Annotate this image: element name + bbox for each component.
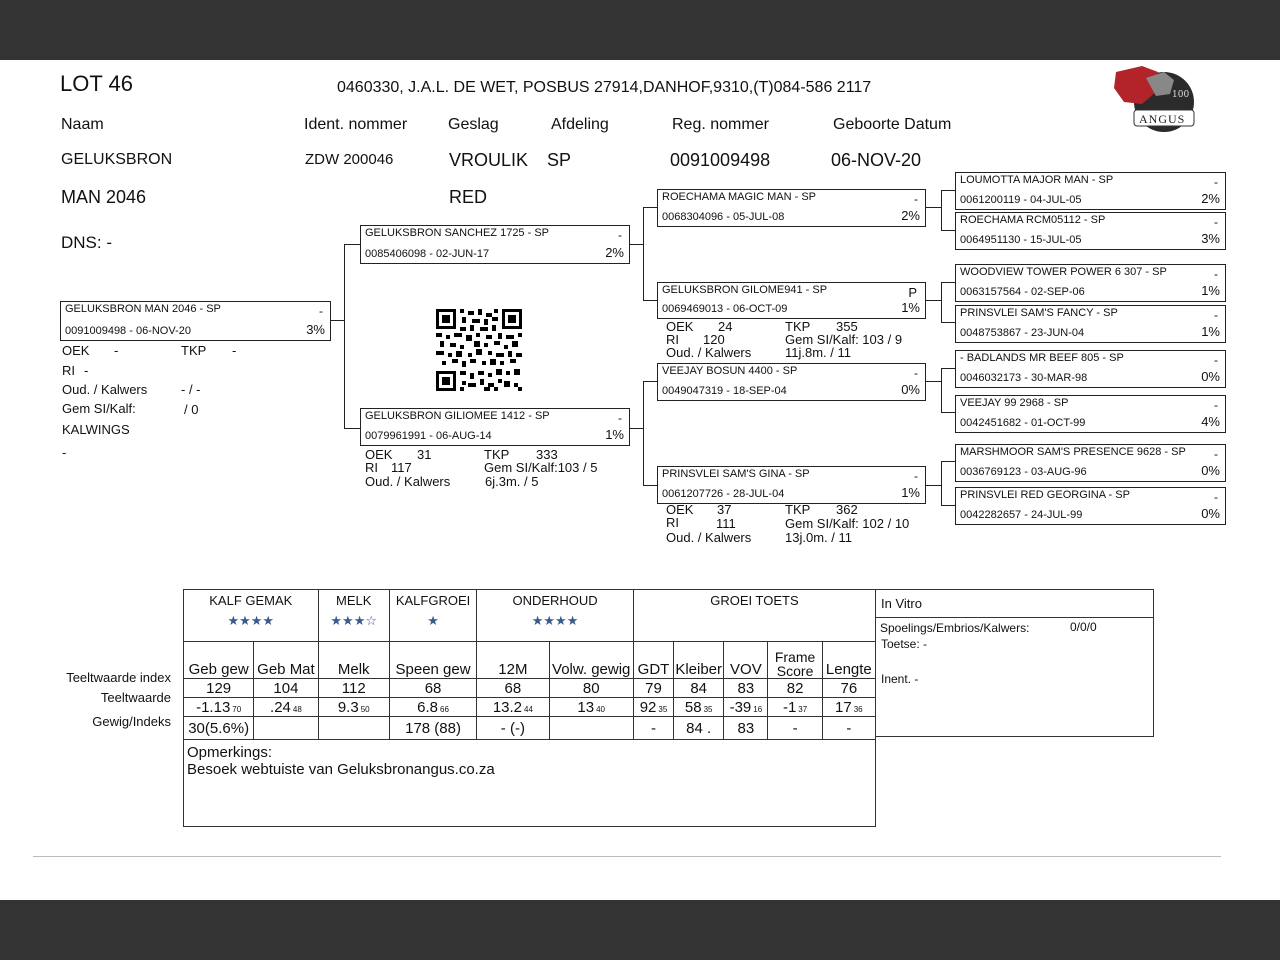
animal-colour: RED: [449, 187, 488, 207]
accuracy-value: 40: [596, 704, 606, 714]
row-label-index: Teeltwaarde index: [66, 670, 171, 685]
table-cell: [184, 698, 254, 717]
group-label: KALFGROEI: [395, 593, 471, 608]
gg-pct: 0%: [1201, 506, 1220, 521]
footer-divider: [33, 856, 1221, 857]
dam-dam-tkp: 362: [836, 502, 858, 517]
group-label: GROEI TOETS: [710, 593, 799, 608]
sire-dam-ri-label: RI: [666, 332, 679, 347]
star-rating-icon: ★★★★: [227, 613, 275, 628]
gg-pct: 1%: [1201, 283, 1220, 298]
sire-dam-ri: 120: [703, 332, 725, 347]
table-header-row: [184, 642, 876, 679]
table-cell: [674, 698, 724, 717]
pedigree-gg-box: [955, 264, 1226, 302]
accuracy-value: 50: [360, 704, 370, 714]
subject-flag: -: [319, 304, 323, 318]
column-header: VOV: [724, 642, 768, 679]
teeltwaarde-value: 6.8: [417, 698, 439, 716]
row-label-gewig: Gewig/Indeks: [92, 714, 171, 729]
dam-dam-name: PRINSVLEI SAM'S GINA - SP: [662, 468, 810, 480]
subject-kalwings: KALWINGS: [62, 422, 130, 437]
subject-tkp-label: TKP: [181, 343, 207, 358]
dam-flag: -: [618, 411, 622, 425]
group-melk: [318, 590, 389, 642]
dam-sire-reg: 0049047319 - 18-SEP-04: [662, 385, 787, 397]
teeltwaarde-value: -1.13: [196, 698, 231, 716]
teeltwaarde-value: .24: [270, 698, 291, 716]
table-cell: 104: [254, 679, 318, 698]
pedigree-dam-dam-box: [657, 466, 926, 504]
qr-code: [436, 309, 522, 391]
animal-name-2: MAN 2046: [61, 187, 147, 207]
header-ident: Ident. nommer: [304, 116, 408, 133]
performance-table: [183, 589, 876, 827]
accuracy-value: 37: [798, 704, 808, 714]
gg-flag: -: [1214, 267, 1218, 281]
teeltwaarde-value: -39: [729, 698, 752, 716]
breeder-info: 0460330, J.A.L. DE WET, POSBUS 27914,DANHOF,9310,(T)084-586 2117: [337, 79, 872, 96]
pedigree-line: [941, 230, 955, 231]
gg-reg: 0048753867 - 23-JUN-04: [960, 327, 1085, 339]
table-cell: [549, 717, 633, 740]
gg-pct: 1%: [1201, 324, 1220, 339]
dam-pct: 1%: [605, 427, 624, 442]
pedigree-gg-box: [955, 305, 1226, 343]
pedigree-line: [629, 244, 643, 245]
pedigree-line: [925, 381, 941, 382]
gg-pct: 0%: [1201, 463, 1220, 478]
pedigree-sire-sire-box: [657, 189, 926, 227]
pedigree-gg-box: [955, 172, 1226, 210]
pedigree-line: [941, 322, 955, 323]
table-cell: 30(5.6%): [184, 717, 254, 740]
dam-dam-oek: 37: [717, 502, 732, 517]
sire-dam-oek: 24: [718, 319, 733, 334]
accuracy-value: 16: [753, 704, 763, 714]
top-bar: [0, 0, 1280, 60]
sire-dam-pct: 1%: [901, 300, 920, 315]
remarks-title: Opmerkings:: [187, 744, 273, 761]
header-geslag: Geslag: [448, 116, 499, 133]
subject-name: GELUKSBRON MAN 2046 - SP: [65, 303, 221, 315]
pedigree-gg-box: [955, 444, 1226, 482]
pedigree-sire-box: [360, 225, 630, 264]
dam-oud-label: Oud. / Kalwers: [365, 474, 451, 489]
table-cell: 112: [318, 679, 389, 698]
pedigree-line: [941, 190, 942, 230]
pedigree-line: [925, 485, 941, 486]
accuracy-value: 44: [524, 704, 533, 714]
sire-dam-name: GELUKSBRON GILOME941 - SP: [662, 284, 828, 296]
table-cell: [389, 698, 476, 717]
table-cell: [822, 698, 875, 717]
dam-oud: 6j.3m. / 5: [485, 474, 539, 489]
gg-reg: 0061200119 - 04-JUL-05: [960, 194, 1082, 206]
table-cell: [477, 698, 549, 717]
pedigree-line: [344, 244, 345, 428]
gg-name: VEEJAY 99 2968 - SP: [960, 397, 1069, 409]
animal-afdeling: SP: [547, 150, 572, 170]
pedigree-line: [629, 428, 643, 429]
gg-reg: 0046032173 - 30-MAR-98: [960, 372, 1088, 384]
pedigree-line: [925, 207, 941, 208]
animal-dns: DNS: -: [61, 233, 112, 252]
bottom-bar: [0, 900, 1280, 960]
table-cell: 68: [477, 679, 549, 698]
gg-reg: 0036769123 - 03-AUG-96: [960, 466, 1087, 478]
pedigree-line: [643, 207, 644, 300]
table-cell: 83: [724, 679, 768, 698]
sire-reg: 0085406098 - 02-JUN-17: [365, 248, 490, 260]
column-header: 12M: [477, 642, 549, 679]
table-cell: [768, 698, 822, 717]
dam-dam-ri-label: RI: [666, 515, 679, 530]
dam-tkp-label: TKP: [484, 447, 510, 462]
table-row-gewig: [184, 717, 876, 740]
subject-tkp: -: [232, 343, 237, 358]
group-kalf-gemak: [184, 590, 319, 642]
table-cell: [318, 698, 389, 717]
dam-dam-oek-label: OEK: [666, 502, 694, 517]
pedigree-gg-box: [955, 212, 1226, 250]
table-cell: [549, 698, 633, 717]
table-row-index: [184, 679, 876, 698]
accuracy-value: 36: [853, 704, 863, 714]
dam-dam-flag: -: [914, 469, 918, 483]
accuracy-value: 35: [703, 704, 713, 714]
star-rating-icon: ★★★★: [531, 613, 579, 628]
table-cell: 129: [184, 679, 254, 698]
teeltwaarde-value: 13.2: [492, 698, 523, 716]
dam-sire-name: VEEJAY BOSUN 4400 - SP: [662, 365, 798, 377]
logo-text: ANGUS: [1139, 112, 1186, 126]
table-cell: 76: [822, 679, 875, 698]
subject-ri: -: [84, 363, 89, 378]
subject-ri-label: RI: [62, 363, 75, 378]
teeltwaarde-value: 17: [835, 698, 852, 716]
pedigree-line: [643, 381, 657, 382]
subject-oek-label: OEK: [62, 343, 90, 358]
dam-sire-pct: 0%: [901, 382, 920, 397]
remarks-text: Besoek webtuiste van Geluksbronangus.co.za: [187, 761, 495, 778]
pedigree-sire-dam-box: [657, 282, 926, 319]
gg-flag: -: [1214, 490, 1218, 504]
pedigree-gg-box: [955, 487, 1226, 525]
teeltwaarde-value: 13: [577, 698, 595, 716]
table-cell: -: [633, 717, 673, 740]
table-cell: 178 (88): [389, 717, 476, 740]
column-header: Melk: [318, 642, 389, 679]
subject-gem-label: Gem SI/Kalf:: [62, 401, 136, 416]
dam-tkp: 333: [536, 447, 558, 462]
gg-reg: 0042282657 - 24-JUL-99: [960, 509, 1083, 521]
dam-reg: 0079961991 - 06-AUG-14: [365, 430, 492, 442]
column-header: Lengte: [822, 642, 875, 679]
pedigree-line: [330, 320, 344, 321]
teeltwaarde-value: -1: [782, 698, 797, 716]
table-cell: [724, 698, 768, 717]
gg-name: ROECHAMA RCM05112 - SP: [960, 214, 1106, 226]
teeltwaarde-value: 58: [684, 698, 702, 716]
sire-dam-reg: 0069469013 - 06-OCT-09: [662, 303, 788, 315]
pedigree-line: [344, 244, 360, 245]
pedigree-line: [941, 505, 955, 506]
gg-name: PRINSVLEI RED GEORGINA - SP: [960, 489, 1130, 501]
table-cell: 82: [768, 679, 822, 698]
dam-dam-gem: Gem SI/Kalf: 102 / 10: [785, 516, 910, 531]
accuracy-value: 70: [232, 704, 242, 714]
table-cell: 79: [633, 679, 673, 698]
pedigree-dam-box: [360, 408, 630, 446]
remarks-cell: [184, 740, 876, 827]
group-kalfgroei: [389, 590, 476, 642]
subject-oud: - / -: [181, 382, 201, 397]
gg-flag: -: [1214, 215, 1218, 229]
row-label-teeltwaarde: Teeltwaarde: [100, 690, 171, 705]
column-header: Kleiber: [674, 642, 724, 679]
dam-sire-flag: -: [914, 366, 918, 380]
column-header: Geb gew: [184, 642, 254, 679]
pedigree-line: [643, 485, 657, 486]
subject-oek: -: [114, 343, 119, 358]
table-cell: 84 .: [674, 717, 724, 740]
gg-name: - BADLANDS MR BEEF 805 - SP: [960, 352, 1124, 364]
sire-pct: 2%: [605, 245, 624, 260]
side-panel: [875, 589, 1154, 737]
table-cell: - (-): [477, 717, 549, 740]
group-onderhoud: [477, 590, 634, 642]
group-label: ONDERHOUD: [512, 593, 598, 608]
gg-name: LOUMOTTA MAJOR MAN - SP: [960, 174, 1114, 186]
gg-name: WOODVIEW TOWER POWER 6 307 - SP: [960, 266, 1167, 278]
dam-name: GELUKSBRON GILIOMEE 1412 - SP: [365, 410, 550, 422]
dam-dam-reg: 0061207726 - 28-JUL-04: [662, 488, 785, 500]
dam-dam-oud-label: Oud. / Kalwers: [666, 530, 752, 545]
gg-flag: -: [1214, 447, 1218, 461]
dam-oek-label: OEK: [365, 447, 393, 462]
gg-pct: 3%: [1201, 231, 1220, 246]
accuracy-value: 66: [440, 704, 449, 714]
subject-reg: 0091009498 - 06-NOV-20: [65, 325, 191, 337]
star-rating-icon: ★★★☆: [330, 613, 378, 628]
subject-gem: / 0: [184, 402, 199, 417]
dam-ri: 117: [391, 460, 412, 475]
inent-label: Inent. -: [881, 672, 919, 686]
column-header: Frame Score: [768, 642, 822, 679]
pedigree-dam-sire-box: [657, 363, 926, 401]
gg-flag: -: [1214, 175, 1218, 189]
pedigree-line: [941, 282, 955, 283]
column-header: GDT: [633, 642, 673, 679]
gg-name: MARSHMOOR SAM'S PRESENCE 9628 - SP: [960, 446, 1186, 458]
dam-dam-oud: 13j.0m. / 11: [785, 530, 852, 545]
accuracy-value: 35: [658, 704, 668, 714]
table-cell: [254, 717, 318, 740]
dam-gem: Gem SI/Kalf:103 / 5: [484, 460, 598, 475]
sire-name: GELUKSBRON SANCHEZ 1725 - SP: [365, 227, 550, 239]
table-cell: [318, 717, 389, 740]
animal-reg: 0091009498: [670, 150, 771, 170]
gg-flag: -: [1214, 353, 1218, 367]
pedigree-gg-box: [955, 350, 1226, 388]
column-header: Geb Mat: [254, 642, 318, 679]
sire-dam-oek-label: OEK: [666, 319, 694, 334]
sire-sire-reg: 0068304096 - 05-JUL-08: [662, 211, 785, 223]
column-header: Volw. gewig: [549, 642, 633, 679]
lot-number: LOT 46: [60, 71, 133, 96]
gg-flag: -: [1214, 308, 1218, 322]
dam-ri-label: RI: [365, 460, 378, 475]
pedigree-line: [925, 300, 941, 301]
animal-birth: 06-NOV-20: [831, 150, 922, 170]
spoelings-value: 0/0/0: [1070, 620, 1097, 634]
subject-oud-label: Oud. / Kalwers: [62, 382, 148, 397]
column-header: Speen gew: [389, 642, 476, 679]
pedigree-line: [941, 461, 942, 505]
group-label: MELK: [336, 593, 372, 608]
sire-dam-flag: P: [908, 285, 917, 300]
gg-reg: 0064951130 - 15-JUL-05: [960, 234, 1082, 246]
star-rating-icon: ★: [427, 613, 439, 628]
sire-dam-gem: Gem SI/Kalf: 103 / 9: [785, 332, 903, 347]
group-groei-toets: [633, 590, 875, 642]
pedigree-line: [643, 207, 657, 208]
animal-ident: ZDW 200046: [305, 151, 394, 168]
gg-flag: -: [1214, 398, 1218, 412]
animal-geslag: VROULIK: [449, 150, 529, 170]
angus-logo: [1112, 62, 1196, 140]
toetse-label: Toetse: -: [881, 637, 928, 651]
pedigree-line: [643, 381, 644, 485]
header-geboorte: Geboorte Datum: [833, 116, 952, 133]
accuracy-value: 48: [292, 704, 302, 714]
animal-name-1: GELUKSBRON: [61, 151, 173, 168]
gg-name: PRINSVLEI SAM'S FANCY - SP: [960, 307, 1118, 319]
header-reg: Reg. nommer: [672, 116, 769, 133]
gg-reg: 0042451682 - 01-OCT-99: [960, 417, 1086, 429]
gg-pct: 2%: [1201, 191, 1220, 206]
table-cell: 84: [674, 679, 724, 698]
pedigree-line: [941, 368, 942, 412]
logo-badge: 100: [1172, 90, 1190, 100]
pedigree-line: [344, 428, 360, 429]
sire-dam-tkp-label: TKP: [785, 319, 811, 334]
header-naam: Naam: [61, 116, 104, 133]
in-vitro-label: In Vitro: [881, 596, 922, 611]
teeltwaarde-value: 92: [639, 698, 657, 716]
teeltwaarde-value: 9.3: [337, 698, 359, 716]
header-afdeling: Afdeling: [551, 116, 609, 133]
sire-sire-name: ROECHAMA MAGIC MAN - SP: [662, 191, 817, 203]
dam-dam-ri: 111: [716, 516, 736, 531]
sire-sire-flag: -: [914, 192, 918, 206]
group-label: KALF GEMAK: [209, 593, 293, 608]
pedigree-subject-box: [60, 301, 331, 341]
table-cell: -: [768, 717, 822, 740]
gg-pct: 4%: [1201, 414, 1220, 429]
pedigree-line: [941, 190, 955, 191]
pedigree-line: [941, 412, 955, 413]
table-cell: -: [822, 717, 875, 740]
sire-dam-tkp: 355: [836, 319, 858, 334]
pedigree-line: [643, 300, 657, 301]
pedigree-line: [941, 368, 955, 369]
subject-pct: 3%: [306, 322, 325, 337]
table-row-teeltwaarde: [184, 698, 876, 717]
table-cell: [254, 698, 318, 717]
dam-dam-pct: 1%: [901, 485, 920, 500]
pedigree-line: [941, 282, 942, 322]
sire-dam-oud: 11j.8m. / 11: [785, 345, 851, 360]
table-cell: 68: [389, 679, 476, 698]
gg-pct: 0%: [1201, 369, 1220, 384]
pedigree-gg-box: [955, 395, 1226, 433]
table-cell: [633, 698, 673, 717]
table-cell: 80: [549, 679, 633, 698]
dam-oek: 31: [417, 447, 432, 462]
gg-reg: 0063157564 - 02-SEP-06: [960, 286, 1085, 298]
pedigree-line: [941, 461, 955, 462]
dam-dam-tkp-label: TKP: [785, 502, 811, 517]
table-cell: 83: [724, 717, 768, 740]
spoelings-label: Spoelings/Embrios/Kalwers:: [880, 621, 1030, 635]
sire-sire-pct: 2%: [901, 208, 920, 223]
sire-flag: -: [618, 228, 622, 242]
subject-kalwings-value: -: [62, 445, 67, 460]
side-divider: [875, 617, 1153, 618]
sire-dam-oud-label: Oud. / Kalwers: [666, 345, 752, 360]
